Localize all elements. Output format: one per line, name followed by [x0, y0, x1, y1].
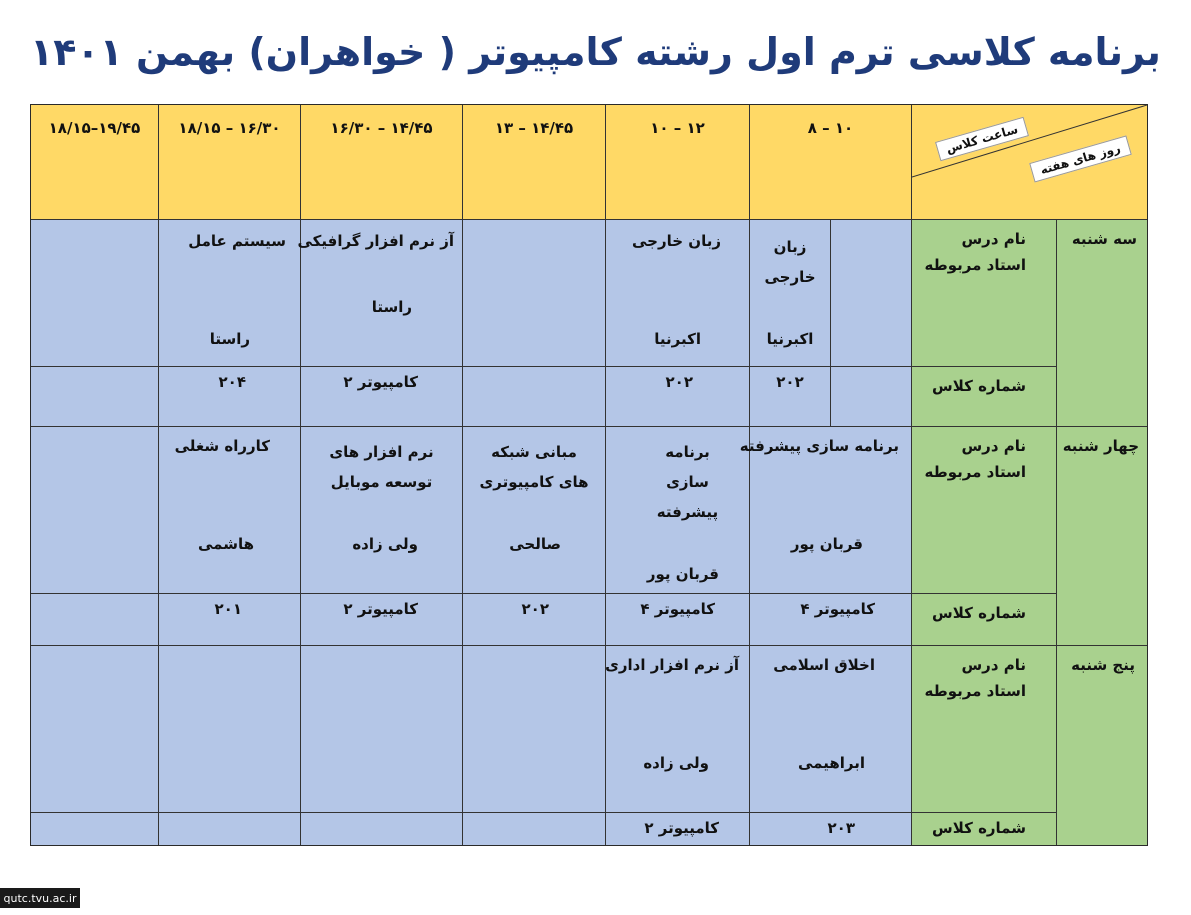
room-d3-s4	[301, 813, 463, 845]
room-d3-s5	[159, 813, 301, 845]
room-d1-s1-extra	[831, 367, 912, 427]
teacher-name: هاشمی	[197, 535, 254, 553]
course-name: زبان خارجی	[632, 232, 721, 250]
room-number: کامپیوتر ۴	[800, 600, 875, 618]
room-label: شماره کلاس	[932, 604, 1026, 622]
teacher-label: استاد مربوطه	[924, 256, 1026, 274]
room-d1-s6	[31, 367, 159, 427]
header-slot-4	[301, 105, 463, 220]
room-d2-s4	[301, 594, 463, 646]
course-name: زبان خارجی	[764, 238, 816, 286]
header-slot-1-label: ۸ – ۱۰	[807, 119, 854, 137]
schedule-table	[30, 104, 1148, 846]
room-label: شماره کلاس	[932, 819, 1026, 837]
teacher-name: ولی زاده	[352, 535, 418, 553]
cell-d2-s2	[606, 427, 750, 594]
course-name: برنامه سازی پیشرفته	[739, 437, 899, 455]
header-slot-3	[463, 105, 606, 220]
cell-d1-s2	[606, 220, 750, 367]
room-label-d2	[912, 594, 1057, 646]
header-slot-3-label: ۱۳ – ۱۴/۴۵	[494, 119, 574, 137]
room-number: کامپیوتر ۲	[343, 600, 418, 618]
label-block-d1	[912, 220, 1057, 367]
room-d2-s3	[463, 594, 606, 646]
course-label: نام درس	[961, 656, 1026, 674]
teacher-name: قربان پور	[790, 535, 863, 553]
label-block-d2	[912, 427, 1057, 594]
teacher-name: ابراهیمی	[797, 754, 865, 772]
room-number: ۲۰۴	[218, 373, 246, 391]
teacher-name: راستا	[209, 330, 250, 348]
cell-d1-s4	[297, 220, 463, 367]
teacher-label: استاد مربوطه	[924, 463, 1026, 481]
label-block-d3	[912, 646, 1057, 813]
header-slot-5	[159, 105, 301, 220]
room-d2-s1	[750, 594, 912, 646]
room-d2-s2	[606, 594, 750, 646]
day-name: سه شنبه	[1071, 230, 1137, 248]
teacher-name: قربان پور	[646, 565, 719, 583]
course-name: نرم افزار های توسعه موبایل	[329, 443, 434, 491]
course-name: سیستم عامل	[188, 232, 286, 250]
footer-website[interactable]: qutc.tvu.ac.ir	[0, 888, 80, 908]
cell-d3-s3	[463, 646, 606, 813]
cell-d2-s3	[463, 427, 606, 594]
teacher-name: ولی زاده	[643, 754, 709, 772]
room-d3-s2	[606, 813, 750, 845]
header-slot-4-label: ۱۶/۳۰ – ۱۴/۴۵	[330, 119, 433, 137]
cell-d2-s4	[301, 427, 463, 594]
teacher-name: اکبرنیا	[766, 330, 814, 348]
room-d3-s6	[31, 813, 159, 845]
course-name: آز نرم افزار گرافیکی	[297, 232, 454, 250]
cell-d3-s6	[31, 646, 159, 813]
cell-d2-s6	[31, 427, 159, 594]
cell-d3-s4	[301, 646, 463, 813]
room-d1-s1	[750, 367, 831, 427]
cell-d3-s2	[606, 646, 750, 813]
header-corner	[912, 105, 1147, 220]
room-d3-s3	[463, 813, 606, 845]
room-label: شماره کلاس	[932, 377, 1026, 395]
time-label: ساعت کلاس	[935, 117, 1029, 162]
room-number: کامپیوتر ۲	[644, 819, 719, 837]
course-label: نام درس	[961, 230, 1026, 248]
header-slot-2-label: ۱۰ – ۱۲	[650, 119, 705, 137]
room-d3-s1	[750, 813, 912, 845]
room-number: کامپیوتر ۲	[343, 373, 418, 391]
cell-d3-s1	[750, 646, 912, 813]
room-number: ۲۰۲	[776, 373, 804, 391]
day-name: پنج شنبه	[1071, 656, 1135, 674]
cell-d3-s5	[159, 646, 301, 813]
day-cell-d3	[1057, 646, 1147, 845]
cell-d2-s1	[739, 427, 912, 594]
room-number: ۲۰۲	[665, 373, 693, 391]
header-slot-6	[31, 105, 159, 220]
course-label: نام درس	[961, 437, 1026, 455]
cell-d1-s3	[463, 220, 606, 367]
room-label-d1	[912, 367, 1057, 427]
course-name: برنامه سازی پیشرفته	[656, 443, 719, 521]
cell-d1-s1-extra	[831, 220, 912, 367]
cell-d2-s5	[159, 427, 301, 594]
header-slot-6-label: ۱۸/۱۵–۱۹/۴۵	[48, 119, 141, 137]
cell-d1-s1	[750, 220, 831, 367]
room-d1-s5	[159, 367, 301, 427]
header-slot-5-label: ۱۸/۱۵ – ۱۶/۳۰	[178, 119, 281, 137]
room-d1-s3	[463, 367, 606, 427]
room-d1-s4	[301, 367, 463, 427]
course-name: آز نرم افزار اداری	[605, 656, 739, 674]
teacher-name: اکبرنیا	[654, 330, 701, 348]
room-number: ۲۰۳	[827, 819, 855, 837]
header-slot-1	[750, 105, 912, 220]
cell-d1-s6	[31, 220, 159, 367]
teacher-label: استاد مربوطه	[924, 682, 1026, 700]
day-name: چهار شنبه	[1062, 437, 1139, 455]
room-label-d3	[912, 813, 1057, 845]
room-d2-s6	[31, 594, 159, 646]
day-cell-d1	[1057, 220, 1147, 427]
room-number: کامپیوتر ۴	[640, 600, 715, 618]
day-cell-d2	[1057, 427, 1147, 646]
teacher-name: صالحی	[509, 535, 561, 553]
day-label: روز های هفته	[1029, 136, 1131, 183]
room-number: ۲۰۱	[214, 600, 242, 618]
room-number: ۲۰۲	[521, 600, 549, 618]
header-slot-2	[606, 105, 750, 220]
cell-d1-s5	[159, 220, 301, 367]
course-name: اخلاق اسلامی	[773, 656, 875, 674]
room-d2-s5	[159, 594, 301, 646]
room-d1-s2	[606, 367, 750, 427]
course-name: کارراه شغلی	[174, 437, 270, 455]
page-title: برنامه کلاسی ترم اول رشته کامپیوتر ( خواهران) بهمن ۱۴۰۱	[30, 30, 1161, 74]
teacher-name: راستا	[371, 298, 412, 316]
course-name: مبانی شبکه های کامپیوتری	[479, 443, 589, 491]
